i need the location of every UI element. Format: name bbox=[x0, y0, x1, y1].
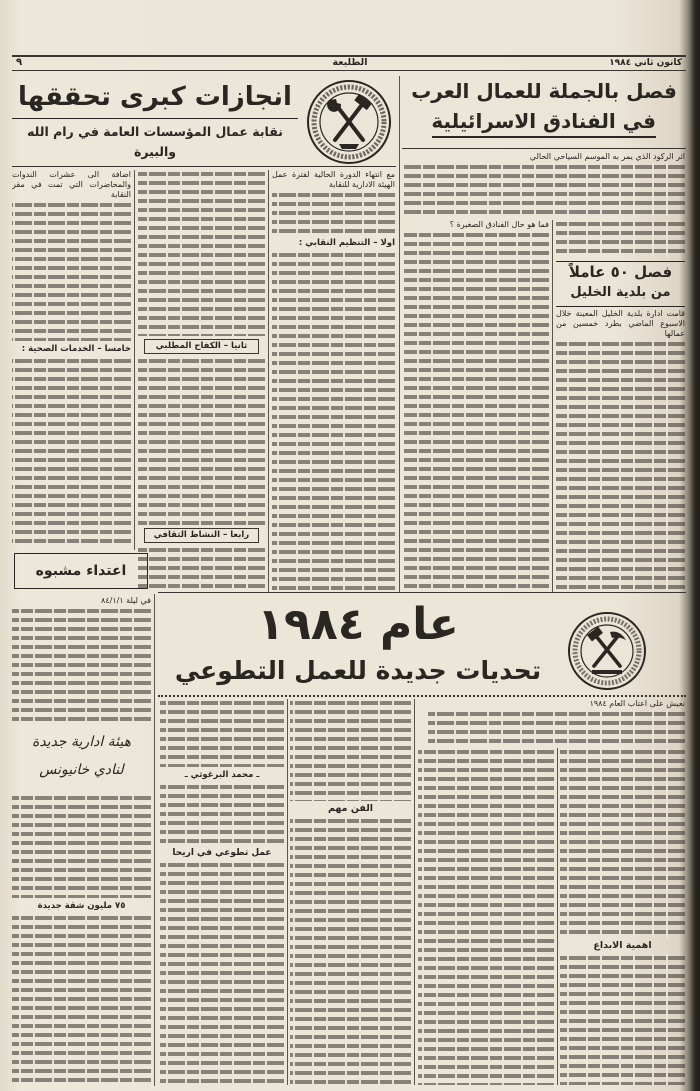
text-lines bbox=[560, 748, 685, 938]
club-notice-line1: هيئة ادارية جديدة bbox=[32, 734, 131, 750]
text-lines bbox=[556, 340, 685, 590]
text-lines bbox=[160, 699, 284, 767]
hotels-headline-line2: في الفنادق الاسرائيلية bbox=[432, 106, 656, 138]
union-column1-opening: اضافة الى عشرات الندوات والمحاضرات التي تمت في مقر النقابة bbox=[12, 170, 131, 199]
subhead-art: الفن مهم bbox=[327, 803, 374, 814]
text-lines bbox=[404, 163, 685, 216]
volunteer-column-2 bbox=[418, 748, 554, 1085]
text-lines bbox=[556, 220, 685, 258]
byline: ـ محمد البرغوثي ـ bbox=[184, 770, 260, 780]
subhead-creativity: اهمية الابداع bbox=[593, 940, 652, 951]
hebron-headline-line2: من بلدية الخليل bbox=[570, 285, 671, 300]
union-column-1 bbox=[12, 170, 131, 548]
volunteer-column-4 bbox=[160, 699, 284, 1085]
union-logo bbox=[305, 78, 393, 166]
volunteer-intro bbox=[428, 699, 685, 745]
volunteer-column-right bbox=[560, 748, 685, 1085]
text-lines bbox=[418, 748, 554, 1085]
section-divider bbox=[399, 76, 400, 592]
hebron-opening: قامت ادارة بلدية الخليل المعينة خلال الاسبوع الماضي بطرد خمسين من عمالها bbox=[556, 309, 685, 338]
text-lines bbox=[138, 357, 265, 525]
column-divider bbox=[154, 594, 155, 1086]
volunteer-logo bbox=[566, 610, 648, 692]
text-lines bbox=[138, 170, 265, 336]
volunteer-headline bbox=[160, 598, 556, 692]
volunteer-headline-sub: تحديات جديدة للعمل التطوعي bbox=[174, 656, 542, 685]
column-divider bbox=[287, 699, 288, 1085]
hotels-column-right bbox=[556, 220, 685, 258]
text-lines bbox=[272, 191, 395, 235]
union-subhead-culture: رابعا – النشاط الثقافي bbox=[144, 528, 259, 543]
union-subhead-demands: ثانيا – الكفاح المطلبي bbox=[144, 339, 259, 354]
union-headline-line1: انجازات كبرى تحققها bbox=[18, 82, 292, 112]
union-rule bbox=[12, 166, 396, 167]
hotels-intro bbox=[404, 152, 685, 216]
text-lines bbox=[12, 357, 131, 548]
column-divider bbox=[552, 220, 553, 592]
text-lines bbox=[272, 251, 395, 590]
volunteer-rule bbox=[158, 695, 686, 697]
text-lines bbox=[290, 699, 411, 801]
text-lines bbox=[138, 546, 265, 590]
text-lines bbox=[404, 231, 549, 590]
header-bottom-rule bbox=[12, 70, 686, 71]
union-subhead-organization: اولا – التنظيم النقابي : bbox=[298, 238, 395, 248]
union-subhead-health: خامسا – الخدمات الصحية : bbox=[21, 344, 131, 354]
union-opening: مع انتهاء الدورة الحالية لفترة عمل الهيئة الادارية للنقابة bbox=[272, 170, 395, 189]
text-lines bbox=[290, 817, 411, 1085]
union-headline-line2: نقابة عمال المؤسسات العامة في رام الله والبيرة bbox=[12, 118, 298, 162]
text-lines bbox=[12, 201, 131, 341]
column-divider bbox=[557, 748, 558, 1085]
column-divider bbox=[268, 170, 269, 592]
housing-headline: ٧٥ مليون شقة جديدة bbox=[37, 901, 126, 911]
text-lines bbox=[12, 914, 151, 1086]
hotels-headline bbox=[402, 76, 686, 146]
issue-date: كانون ثاني ١٩٨٤ bbox=[609, 58, 682, 68]
assault-headline-box bbox=[14, 553, 148, 589]
club-notice bbox=[12, 728, 151, 790]
text-lines bbox=[12, 607, 151, 724]
hotels-intro-text: اثر الركود الذي يمر به الموسم السياحي الحالي bbox=[529, 152, 685, 161]
hotels-headline-line1: فصل بالجملة للعمال العرب bbox=[411, 79, 677, 103]
union-column-3 bbox=[272, 170, 395, 590]
assault-opening: في ليلة ٨٤/١/١ bbox=[101, 596, 151, 605]
text-lines bbox=[560, 954, 685, 1085]
volunteer-opening: نعيش على اعتاب العام ١٩٨٤ bbox=[589, 699, 685, 708]
page-number: ٩ bbox=[16, 57, 23, 68]
hotels-column-2 bbox=[404, 220, 549, 590]
hotels-column2-opening: فما هو حال الفنادق الصغيرة ؟ bbox=[449, 220, 549, 229]
masthead: الطليعة bbox=[332, 57, 368, 68]
hotels-rule bbox=[402, 148, 686, 149]
text-lines bbox=[160, 861, 284, 1085]
volunteer-column-3 bbox=[290, 699, 411, 1085]
section-rule bbox=[158, 592, 686, 593]
text-lines bbox=[12, 794, 151, 898]
hebron-headline bbox=[556, 261, 685, 307]
volunteer-headline-year: عام ١٩٨٤ bbox=[257, 599, 459, 650]
union-headline bbox=[12, 76, 298, 166]
hebron-headline-line1: فصل ٥٠ عاملاً bbox=[568, 263, 673, 281]
column-divider bbox=[134, 170, 135, 550]
text-lines bbox=[428, 710, 685, 745]
union-column-2 bbox=[138, 170, 265, 590]
assault-headline: اعتداء مشبوه bbox=[35, 563, 127, 579]
column-divider bbox=[414, 699, 415, 1085]
club-notice-line2: لنادي خانيونس bbox=[39, 762, 124, 778]
assault-body bbox=[12, 596, 151, 724]
hebron-body bbox=[556, 309, 685, 590]
subhead-jericho: عمل تطوعي في اريحا bbox=[172, 848, 272, 858]
text-lines bbox=[160, 783, 284, 845]
housing-column bbox=[12, 794, 151, 1086]
